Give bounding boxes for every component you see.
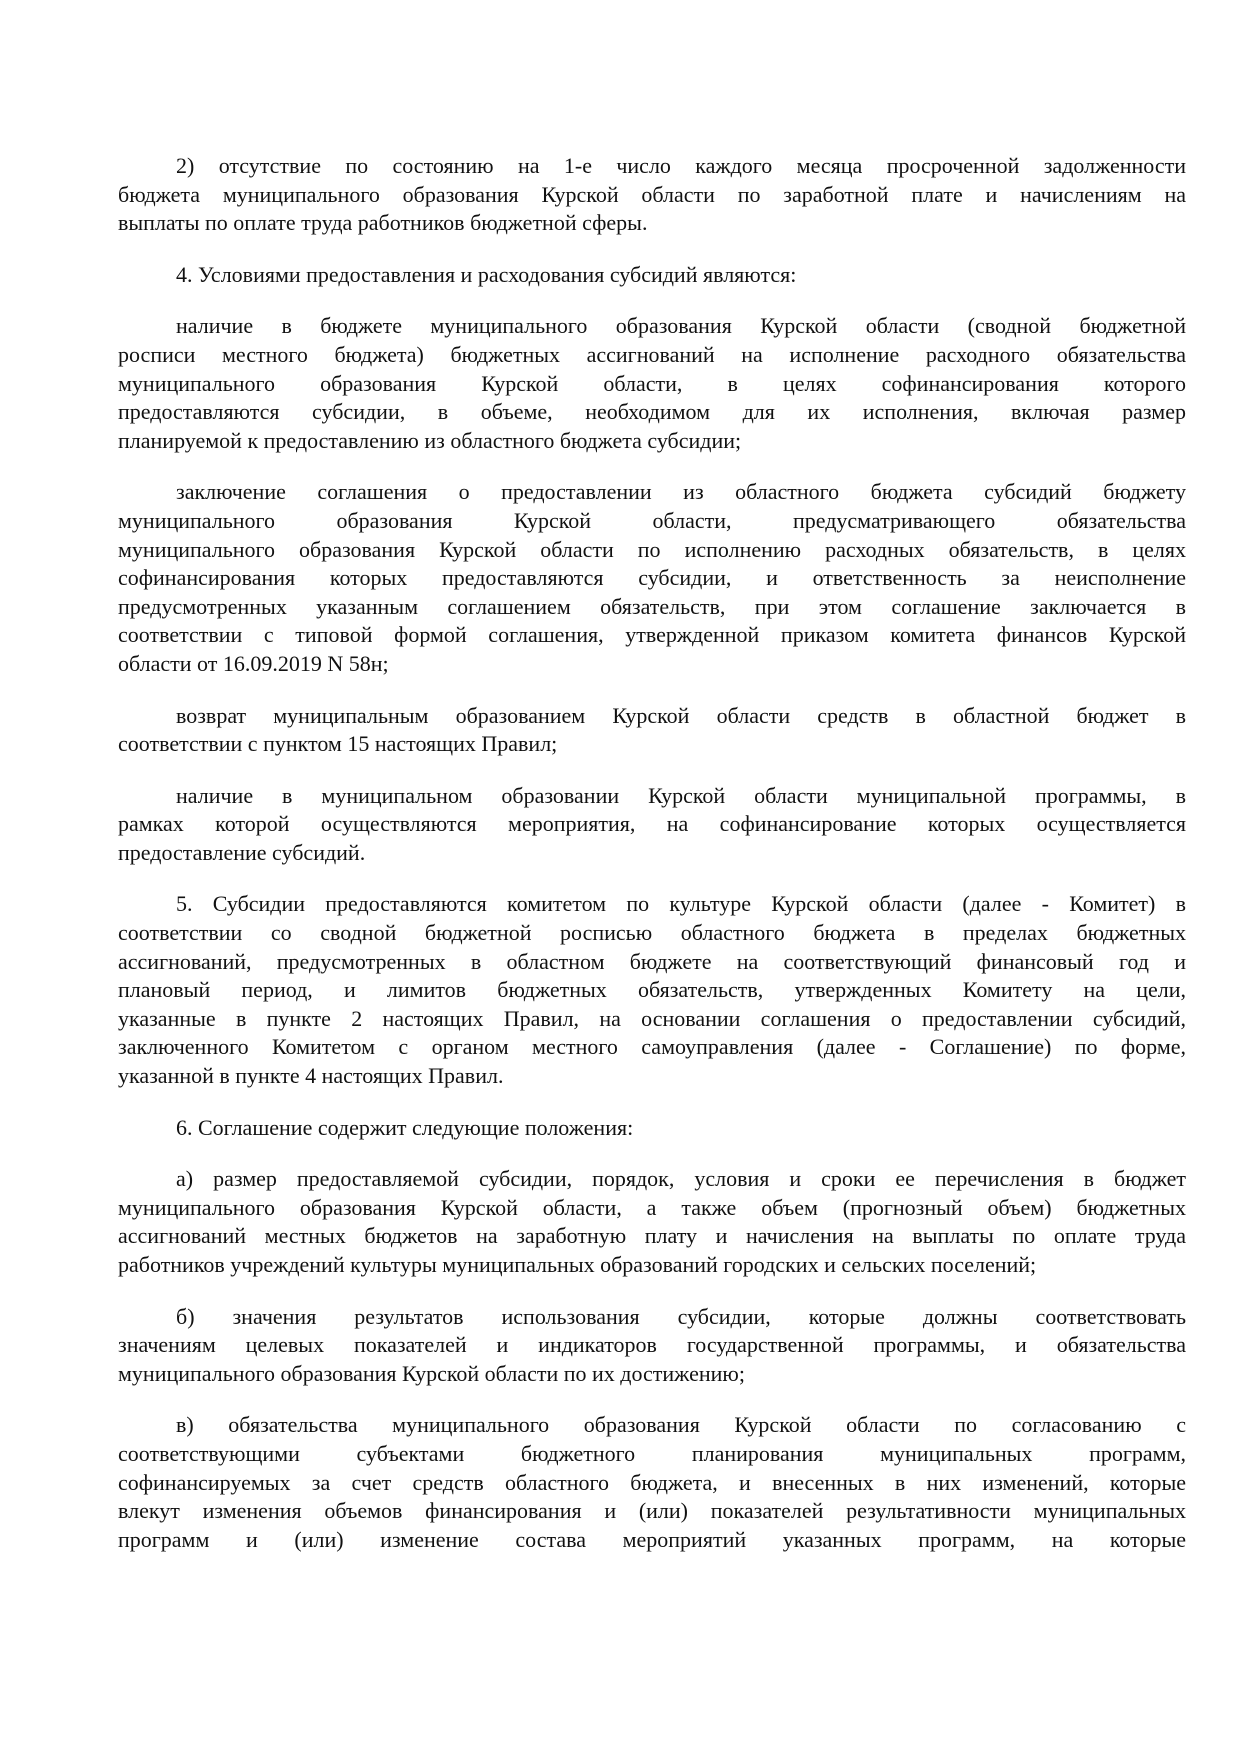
paragraph: [118, 312, 1186, 455]
text-line: влекут изменения объемов финансирования и (или) показателей результативности муниципальных: [118, 1498, 1186, 1524]
text-line: муниципального образования Курской области, в целях софинансирования которого: [118, 370, 1186, 396]
text-line: соответствующими субъектами бюджетного планирования муниципальных программ,: [118, 1440, 1186, 1466]
paragraph: [118, 1411, 1186, 1554]
text-line: 6. Соглашение содержит следующие положения:: [176, 1114, 634, 1140]
text-line: рамках которой осуществляются мероприятия, на софинансирование которых осуществляется: [118, 811, 1186, 837]
text-line: ассигнований местных бюджетов на заработную плату и начисления на выплаты по оплате труда: [118, 1223, 1186, 1249]
text-line: софинансируемых за счет средств областного бюджета, и внесенных в них изменений, которые: [118, 1469, 1186, 1495]
text-line: планируемой к предоставлению из областного бюджета субсидии;: [118, 427, 742, 453]
text-line: предусмотренных указанным соглашением обязательств, при этом соглашение заключается в: [118, 593, 1186, 619]
text-line: значениям целевых показателей и индикаторов государственной программы, и обязательства: [118, 1332, 1186, 1358]
text-line: соответствии со сводной бюджетной росписью областного бюджета в пределах бюджетных: [118, 920, 1186, 946]
text-line: программ и (или) изменение состава мероприятий указанных программ, на которые: [118, 1526, 1186, 1552]
text-line: б) значения результатов использования субсидии, которые должны соответствовать: [176, 1303, 1186, 1329]
text-line: муниципального образования Курской области, а также объем (прогнозный объем) бюджетных: [118, 1194, 1186, 1220]
text-line: муниципального образования Курской области по их достижению;: [118, 1360, 745, 1386]
paragraph: [118, 478, 1186, 678]
text-line: муниципального образования Курской области по исполнению расходных обязательств, в целях: [118, 536, 1186, 562]
paragraph: [118, 1165, 1186, 1279]
text-line: росписи местного бюджета) бюджетных ассигнований на исполнение расходного обязательства: [118, 341, 1186, 367]
paragraph: [118, 152, 1186, 238]
text-line: предоставление субсидий.: [118, 839, 366, 865]
text-line: предоставляются субсидии, в объеме, необходимом для их исполнения, включая размер: [118, 399, 1186, 425]
text-line: наличие в бюджете муниципального образования Курской области (сводной бюджетной: [176, 313, 1186, 339]
text-line: муниципального образования Курской области, предусматривающего обязательства: [118, 507, 1186, 533]
text-line: работников учреждений культуры муниципальных образований городских и сельских поселений;: [118, 1252, 1037, 1277]
paragraph: [118, 890, 1186, 1090]
text-line: 4. Условиями предоставления и расходования субсидий являются:: [176, 261, 797, 287]
text-line: наличие в муниципальном образовании Курской области муниципальной программы, в: [176, 782, 1186, 808]
paragraph: [118, 1303, 1186, 1389]
text-line: соответствии с типовой формой соглашения, утвержденной приказом комитета финансов Курской: [118, 622, 1186, 648]
text-line: указанной в пункте 4 настоящих Правил.: [118, 1063, 504, 1089]
text-line: области от 16.09.2019 N 58н;: [118, 650, 389, 676]
paragraph: [118, 782, 1186, 868]
text-line: возврат муниципальным образованием Курской области средств в областной бюджет в: [176, 702, 1186, 728]
text-line: 5. Субсидии предоставляются комитетом по культуре Курской области (далее - Комитет) в: [176, 891, 1186, 917]
paragraph: [118, 702, 1186, 759]
text-line: заключение соглашения о предоставлении из областного бюджета субсидий бюджету: [176, 479, 1186, 505]
text-line: софинансирования которых предоставляются субсидии, и ответственность за неисполнение: [118, 565, 1186, 591]
text-line: соответствии с пунктом 15 настоящих Правил;: [118, 731, 558, 757]
document-page: [118, 152, 1186, 1577]
text-line: заключенного Комитетом с органом местного самоуправления (далее - Соглашение) по форме,: [118, 1034, 1186, 1060]
text-line: выплаты по оплате труда работников бюджетной сферы.: [118, 210, 648, 236]
text-line: в) обязательства муниципального образования Курской области по согласованию с: [176, 1412, 1186, 1438]
paragraph: [118, 261, 1186, 290]
text-line: плановый период, и лимитов бюджетных обязательств, утвержденных Комитету на цели,: [118, 977, 1186, 1003]
text-line: а) размер предоставляемой субсидии, порядок, условия и сроки ее перечисления в бюджет: [176, 1166, 1186, 1192]
text-line: указанные в пункте 2 настоящих Правил, на основании соглашения о предоставлении субсидий,: [118, 1005, 1186, 1031]
paragraph: [118, 1114, 1186, 1143]
text-line: бюджета муниципального образования Курской области по заработной плате и начислениям на: [118, 181, 1186, 207]
text-line: 2) отсутствие по состоянию на 1-е число каждого месяца просроченной задолженности: [176, 153, 1186, 178]
text-line: ассигнований, предусмотренных в областном бюджете на соответствующий финансовый год и: [118, 948, 1186, 974]
